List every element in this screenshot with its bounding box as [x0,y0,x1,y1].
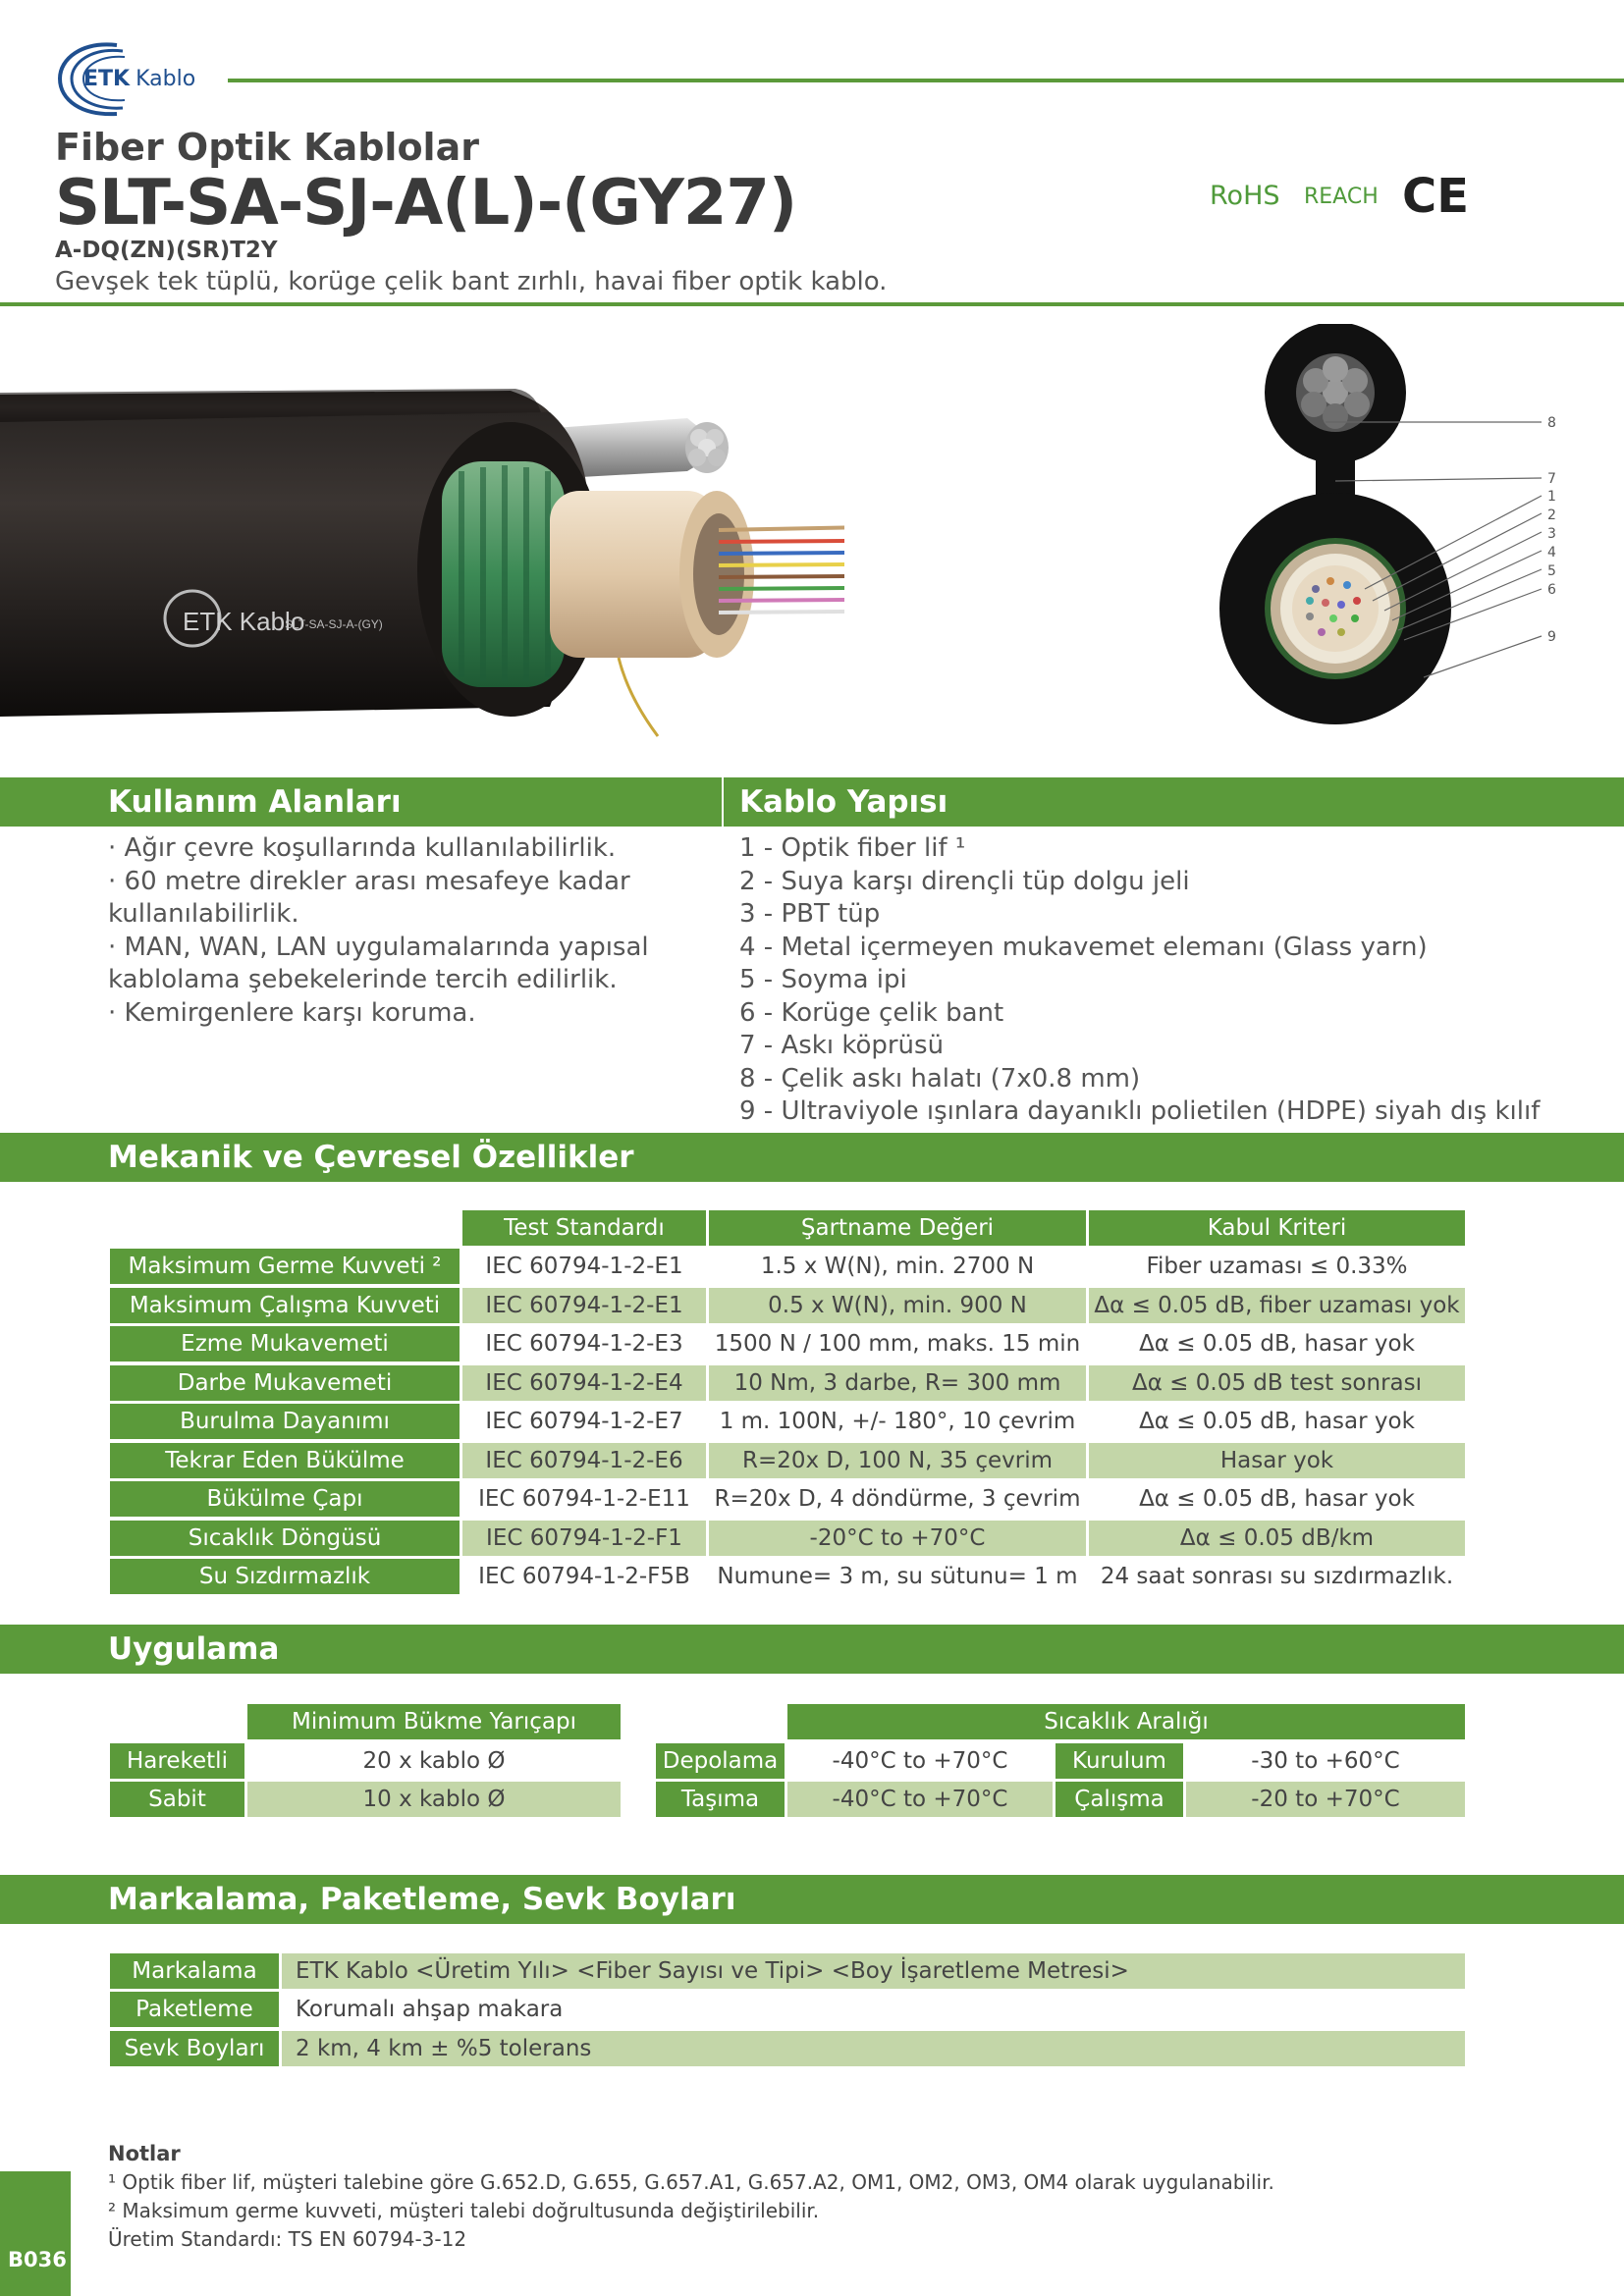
mech-row-standard: IEC 60794-1-2-F1 [462,1521,706,1556]
corrugated-armour [442,461,565,687]
mech-row-label: Su Sızdırmazlık [110,1559,460,1594]
mech-row-spec: 1 m. 100N, +/- 180°, 10 çevrim [709,1404,1086,1439]
cable-print-marking: SLT-SA-SJ-A-(GY) [285,617,383,631]
marking-row-value: ETK Kablo <Üretim Yılı> <Fiber Sayısı ve Tipi> <Boy İşaretleme Metresi> [282,1953,1465,1989]
structure-list [739,832,1540,1129]
header-divider [0,302,1624,306]
marking-row-label: Markalama [110,1953,279,1989]
mech-row-standard: IEC 60794-1-2-E1 [462,1249,706,1284]
reach-badge: REACH [1304,185,1379,209]
mech-row-label: Burulma Dayanımı [110,1404,460,1439]
mech-row-spec: -20°C to +70°C [709,1521,1086,1556]
usage-line: · Ağır çevre koşullarında kullanılabilirlik. [108,833,617,863]
cross-label-8: 8 [1547,415,1556,431]
mech-row-spec: R=20x D, 100 N, 35 çevrim [709,1443,1086,1478]
product-title: SLT-SA-SJ-A(L)-(GY27) [55,167,797,240]
mech-row-spec: Numune= 3 m, su sütunu= 1 m [709,1559,1086,1594]
header-rule [228,79,1624,82]
brand-logo [54,37,211,122]
page-number: B036 [8,2248,67,2271]
mech-row-label: Tekrar Eden Bükülme [110,1443,460,1478]
usage-line: kablolama şebekelerinde tercih edilirlik. [108,965,618,994]
structure-item: 4 - Metal içermeyen mukavemet elemanı (Glass yarn) [739,932,1428,962]
cross-label-7: 7 [1547,471,1556,487]
mech-row-standard: IEC 60794-1-2-E7 [462,1404,706,1439]
brand-suffix: Kablo [135,67,196,91]
temp-row-value: -30 to +60°C [1186,1743,1465,1779]
mech-header-criteria: Kabul Kriteri [1089,1210,1465,1246]
mech-row-criteria: Δα ≤ 0.05 dB/km [1089,1521,1465,1556]
mech-row-criteria: Hasar yok [1089,1443,1465,1478]
bend-row-label: Sabit [110,1782,244,1817]
mech-header-standard: Test Standardı [462,1210,706,1246]
mech-row-label: Bükülme Çapı [110,1481,460,1517]
structure-item: 5 - Soyma ipi [739,965,907,994]
cross-label-5: 5 [1547,563,1556,579]
cross-label-3: 3 [1547,526,1556,542]
mech-row-spec: 1.5 x W(N), min. 2700 N [709,1249,1086,1284]
mech-row-label: Darbe Mukavemeti [110,1365,460,1401]
cross-label-6: 6 [1547,582,1556,598]
mech-header-spec: Şartname Değeri [709,1210,1086,1246]
temp-row-value: -20 to +70°C [1186,1782,1465,1817]
product-description: Gevşek tek tüplü, korüge çelik bant zırhlı, havai fiber optik kablo. [55,267,888,296]
structure-section-title: Kablo Yapısı [724,777,1624,827]
cross-section-diagram [1218,324,1610,775]
mech-row-criteria: Δα ≤ 0.05 dB test sonrası [1089,1365,1465,1401]
bend-header: Minimum Bükme Yarıçapı [247,1704,621,1739]
usage-list [108,832,649,1030]
usage-line: · MAN, WAN, LAN uygulamalarında yapısal [108,932,649,962]
marking-row-label: Paketleme [110,1992,279,2027]
notes-title: Notlar [108,2142,181,2165]
usage-line: kullanılabilirlik. [108,899,299,929]
cable-print-logo: ETK Kablo [183,607,305,636]
note-line: ¹ Optik fiber lif, müşteri talebine göre G.652.D, G.655, G.657.A1, G.657.A2, OM1, OM2, OM3, OM4 olarak uygulanabilir. [108,2170,1274,2194]
usage-section-title: Kullanım Alanları [0,777,722,827]
mech-row-spec: R=20x D, 4 döndürme, 3 çevrim [709,1481,1086,1517]
note-line: ² Maksimum germe kuvveti, müşteri talebi doğrultusunda değiştirilebilir. [108,2199,820,2222]
mech-row-spec: 10 Nm, 3 darbe, R= 300 mm [709,1365,1086,1401]
page-tab [0,2171,71,2296]
usage-line: · 60 metre direkler arası mesafeye kadar [108,866,630,896]
category-title: Fiber Optik Kablolar [55,126,479,169]
structure-item: 2 - Suya karşı dirençli tüp dolgu jeli [739,866,1190,896]
structure-item: 9 - Ultraviyole ışınlara dayanıklı polietilen (HDPE) siyah dış kılıf [739,1096,1541,1126]
product-code: A-DQ(ZN)(SR)T2Y [55,238,278,263]
notes [108,2140,1274,2254]
cross-label-2: 2 [1547,507,1556,523]
mech-row-label: Sıcaklık Döngüsü [110,1521,460,1556]
mech-row-standard: IEC 60794-1-2-E6 [462,1443,706,1478]
mech-row-criteria: Fiber uzaması ≤ 0.33% [1089,1249,1465,1284]
loose-tube [550,491,754,658]
temp-row-label: Depolama [656,1743,785,1779]
mech-row-standard: IEC 60794-1-2-E11 [462,1481,706,1517]
temp-row-label: Kurulum [1056,1743,1183,1779]
mech-row-standard: IEC 60794-1-2-F5B [462,1559,706,1594]
application-section-title: Uygulama [0,1625,1624,1674]
note-line: Üretim Standardı: TS EN 60794-3-12 [108,2227,467,2251]
cross-label-4: 4 [1547,545,1556,561]
rohs-badge: RoHS [1210,181,1280,211]
mech-row-label: Maksimum Çalışma Kuvveti [110,1288,460,1323]
temp-row-value: -40°C to +70°C [787,1743,1053,1779]
marking-row-value: Korumalı ahşap makara [282,1992,1465,2027]
mechanical-section-title: Mekanik ve Çevresel Özellikler [0,1133,1624,1182]
cross-label-1: 1 [1547,489,1556,505]
mech-row-spec: 0.5 x W(N), min. 900 N [709,1288,1086,1323]
mech-row-criteria: Δα ≤ 0.05 dB, hasar yok [1089,1404,1465,1439]
cross-label-9: 9 [1547,629,1556,645]
cable-photo [0,324,844,746]
temp-row-label: Taşıma [656,1782,785,1817]
brand-name: ETK [83,67,131,91]
bend-row-value: 10 x kablo Ø [247,1782,621,1817]
structure-item: 6 - Korüge çelik bant [739,997,1004,1028]
temperature-header: Sıcaklık Aralığı [787,1704,1465,1739]
mech-row-label: Maksimum Germe Kuvveti ² [110,1249,460,1284]
structure-item: 3 - PBT tüp [739,899,881,929]
ripcord [619,658,658,736]
mech-row-criteria: Δα ≤ 0.05 dB, hasar yok [1089,1326,1465,1362]
mech-row-criteria: Δα ≤ 0.05 dB, fiber uzaması yok [1089,1288,1465,1323]
mech-row-label: Ezme Mukavemeti [110,1326,460,1362]
mech-row-criteria: Δα ≤ 0.05 dB, hasar yok [1089,1481,1465,1517]
temp-row-label: Çalışma [1056,1782,1183,1817]
bend-row-label: Hareketli [110,1743,244,1779]
mech-row-standard: IEC 60794-1-2-E4 [462,1365,706,1401]
temp-row-value: -40°C to +70°C [787,1782,1053,1817]
mech-row-criteria: 24 saat sonrası su sızdırmazlık. [1089,1559,1465,1594]
mech-row-standard: IEC 60794-1-2-E3 [462,1326,706,1362]
marking-row-value: 2 km, 4 km ± %5 tolerans [282,2031,1465,2066]
usage-line: · Kemirgenlere karşı koruma. [108,997,476,1028]
structure-item: 8 - Çelik askı halatı (7x0.8 mm) [739,1063,1141,1094]
structure-item: 7 - Askı köprüsü [739,1031,945,1060]
structure-item: 1 - Optik fiber lif ¹ [739,833,966,863]
marking-row-label: Sevk Boyları [110,2031,279,2066]
ce-mark-icon: CE [1402,169,1470,224]
mech-row-spec: 1500 N / 100 mm, maks. 15 min [709,1326,1086,1362]
marking-section-title: Markalama, Paketleme, Sevk Boyları [0,1875,1624,1924]
bend-row-value: 20 x kablo Ø [247,1743,621,1779]
mech-row-standard: IEC 60794-1-2-E1 [462,1288,706,1323]
